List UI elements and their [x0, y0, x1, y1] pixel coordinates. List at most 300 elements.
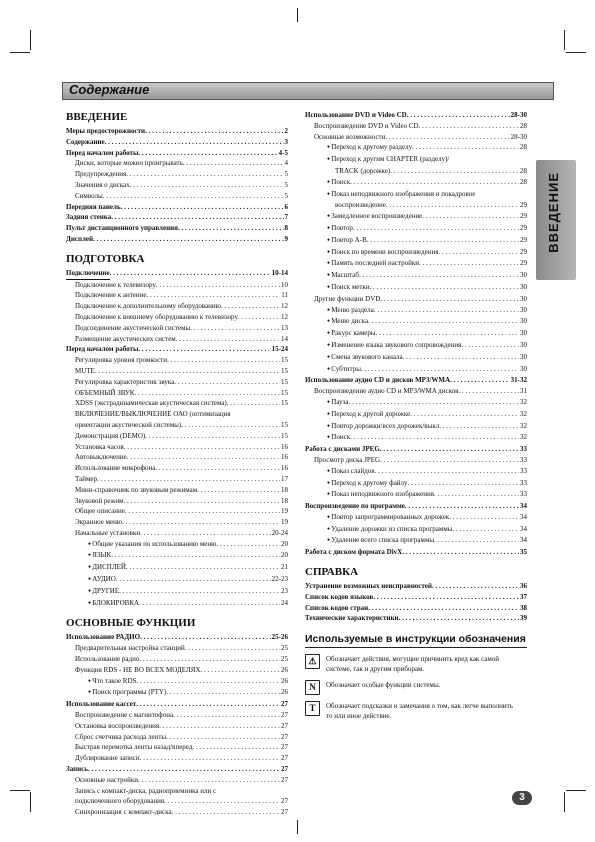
toc-entry: [305, 294, 527, 305]
toc-entry: [66, 574, 288, 586]
toc-leader-dots: [385, 132, 509, 143]
toc-leader-dots: [166, 732, 280, 743]
toc-entry-title: ● Субтитры: [327, 364, 361, 376]
toc-page-ref: 38: [520, 603, 527, 612]
toc-page-ref: 9: [284, 234, 288, 243]
toc-entry-title: XDSS (экстрадинамическая акустическая система): [75, 399, 227, 408]
toc-entry-title: Просмотр диска JPEG: [314, 455, 381, 464]
toc-leader-dots: [238, 312, 280, 323]
toc-leader-dots: [380, 294, 519, 305]
toc-entry: [66, 539, 288, 551]
toc-entry: [66, 550, 288, 562]
toc-page-ref: 19: [281, 518, 288, 527]
toc-page-ref: 15: [281, 431, 288, 440]
toc-entry-title: Содержание: [66, 137, 105, 146]
toc-entry: [66, 496, 288, 507]
toc-entry-title: ● Удаление дорожки из списка программы: [327, 524, 452, 536]
toc-page-ref: 32: [520, 409, 527, 418]
toc-entry: [66, 586, 288, 598]
toc-page-ref: 8: [284, 224, 288, 233]
legend-description: Обозначает подсказки и замечания о том, как легче выполнить то или иное действие.: [326, 702, 513, 721]
toc-leader-dots: [140, 632, 271, 643]
toc-entry-title: Предупреждения: [75, 170, 127, 179]
toc-leader-dots: [402, 547, 519, 558]
toc-leader-dots: [139, 598, 280, 610]
toc-entry-title: Демонстрация (DEMO): [75, 431, 146, 440]
toc-entry-title: ● Показ слайдов: [327, 466, 375, 478]
toc-entry: [66, 202, 288, 213]
toc-entry: [305, 478, 527, 490]
toc-page-ref: 30: [520, 329, 527, 338]
toc-entry: [305, 154, 527, 166]
toc-entry-title: ● Переход к другому файлу: [327, 478, 408, 490]
toc-entry-title: Использование аудио CD и дисков MP3/WMA: [305, 376, 451, 385]
toc-entry: [305, 305, 527, 317]
toc-entry: [305, 121, 527, 132]
toc-entry-title: ● Поиск по времени воспроизведения: [327, 247, 438, 259]
toc-left-column: [66, 110, 288, 818]
toc-page-ref: 30: [520, 282, 527, 291]
toc-entry: [305, 547, 527, 558]
toc-entry: [66, 334, 288, 345]
toc-entry-title: Символы: [75, 191, 103, 200]
toc-page-ref: 20-24: [271, 528, 288, 537]
toc-entry-title: Таймер: [75, 474, 97, 483]
legend-description: Обозначает действия, могущие причинить вред как самой системе, так и другим приборам.: [326, 655, 500, 674]
crop-mark: [566, 790, 586, 791]
toc-entry: [305, 340, 527, 352]
toc-leader-dots: [450, 375, 510, 386]
toc-leader-dots: [350, 432, 519, 444]
toc-entry-title: Воспроизведение с магнитофона: [75, 711, 174, 720]
toc-entry: [66, 344, 288, 355]
toc-leader-dots: [127, 452, 280, 463]
toc-entry-title: Использование микрофона: [75, 464, 156, 473]
toc-entry: [66, 775, 288, 786]
toc-leader-dots: [174, 377, 280, 388]
toc-entry-title: Меры предосторожности: [66, 127, 146, 135]
toc-entry-title: ● Переход к другим CHAPTER (разделу)/: [327, 154, 449, 166]
toc-page-ref: 12: [281, 312, 288, 321]
toc-entry: [305, 110, 527, 121]
toc-entry-title: Подсоединение акустической системы: [75, 323, 191, 332]
toc-page-ref: 29: [520, 247, 527, 256]
toc-leader-dots: [361, 364, 519, 376]
toc-leader-dots: [412, 142, 519, 154]
toc-entry: [305, 455, 527, 466]
toc-leader-dots: [438, 247, 519, 259]
toc-leader-dots: [136, 699, 280, 710]
toc-page-ref: 15: [281, 377, 288, 386]
toc-leader-dots: [386, 200, 519, 211]
toc-entry-title: Предварительная настройка станций: [75, 644, 185, 653]
toc-leader-dots: [167, 355, 280, 366]
toc-leader-dots: [119, 586, 280, 598]
toc-page-ref: 5: [284, 170, 288, 179]
toc-entry: [305, 375, 527, 386]
toc-entry-title: Быстрая перемотка ленты назад/вперед: [75, 743, 193, 752]
section-heading: СПРАВКА: [305, 566, 359, 579]
toc-entry: [66, 301, 288, 312]
crop-mark: [30, 792, 31, 812]
toc-entry: [305, 512, 527, 524]
toc-leader-dots: [216, 539, 280, 551]
toc-leader-dots: [156, 280, 280, 291]
toc-leader-dots: [367, 235, 519, 247]
toc-page-ref: 2: [284, 127, 288, 135]
toc-entry-title: ● ДИСПЛЕЙ: [88, 562, 126, 574]
toc-entry: [305, 142, 527, 154]
toc-page-ref: 30: [520, 271, 527, 280]
toc-entry-title: ● Ракурс камеры: [327, 328, 376, 340]
toc-entry-title: ● Меню диска: [327, 316, 368, 328]
toc-leader-dots: [373, 592, 519, 603]
toc-entry: [66, 398, 288, 409]
toc-page-ref: 32: [520, 421, 527, 430]
toc-leader-dots: [405, 501, 519, 512]
toc-page-ref: 16: [281, 442, 288, 451]
toc-page-ref: 29: [520, 259, 527, 268]
toc-leader-dots: [159, 721, 280, 732]
toc-entry: [305, 132, 527, 143]
toc-entry-title: Список кодов языков: [305, 592, 374, 601]
toc-entry-title: ● Переход к другому разделу: [327, 142, 412, 154]
toc-page-ref: 15: [281, 388, 288, 397]
toc-page-ref: 30: [520, 340, 527, 349]
toc-entry: [305, 409, 527, 421]
toc-page-ref: 18: [281, 496, 288, 505]
toc-entry-title: Воспроизведение DVD и Video CD: [314, 121, 419, 130]
toc-entry-title: Передняя панель: [66, 202, 121, 211]
toc-page-ref: 28: [520, 143, 527, 152]
toc-leader-dots: [183, 158, 284, 169]
page-title: Содержание: [69, 82, 150, 97]
toc-leader-dots: [458, 386, 519, 397]
toc-leader-dots: [124, 496, 281, 507]
toc-entry-title: Использование РАДИО: [66, 633, 141, 642]
toc-entry: [66, 290, 288, 301]
toc-right-column: [305, 110, 527, 727]
toc-leader-dots: [164, 796, 280, 807]
toc-entry: [66, 148, 288, 159]
toc-entry-title: ● Удаление всего списка программы: [327, 535, 434, 547]
toc-page-ref: 31: [520, 387, 527, 396]
toc-entry-title: Автовыключение: [75, 453, 127, 462]
toc-entry: [66, 710, 288, 721]
toc-entry: [66, 212, 288, 223]
side-tab-label: ВВЕДЕНИЕ: [546, 172, 561, 253]
toc-entry-title: Дублирование записи: [75, 754, 140, 763]
toc-entry: [66, 699, 288, 710]
toc-entry: [305, 200, 527, 211]
legend-item: [305, 654, 527, 674]
toc-entry: [66, 753, 288, 764]
toc-page-ref: 30: [520, 364, 527, 373]
toc-page-ref: 33: [520, 478, 527, 487]
toc-entry: [66, 687, 288, 699]
toc-leader-dots: [121, 202, 284, 213]
toc-entry: [66, 807, 288, 818]
legend-title: Используемые в инструкции обозначения: [305, 633, 526, 646]
toc-page-ref: 7: [284, 213, 288, 222]
toc-entry-title: Запись с компакт-диска, радиоприемника или с: [75, 786, 217, 795]
toc-leader-dots: [399, 613, 519, 624]
toc-leader-dots: [176, 334, 280, 345]
toc-page-ref: 28-30: [510, 132, 527, 141]
toc-page-ref: 36: [520, 582, 527, 591]
toc-page-ref: 22-23: [271, 575, 288, 584]
toc-leader-dots: [166, 687, 280, 699]
toc-entry-title: Регулировка уровня громкости: [75, 356, 167, 365]
toc-entry-title: Список кодов стран: [305, 603, 369, 612]
toc-entry-title: Другие функции DVD: [314, 294, 381, 303]
toc-entry: [305, 592, 527, 603]
toc-page-ref: 15: [281, 356, 288, 365]
toc-page-ref: 13: [281, 323, 288, 332]
legend-list: [305, 654, 527, 721]
toc-page-ref: 15: [281, 399, 288, 408]
toc-entry-title: Сброс счетчика расхода ленты: [75, 732, 167, 741]
toc-entry-title: ● Пауза: [327, 397, 348, 409]
crop-mark: [10, 790, 30, 791]
toc-entry: [66, 388, 288, 399]
toc-leader-dots: [139, 654, 280, 665]
toc-entry: [305, 603, 527, 614]
note-n-icon: N: [305, 680, 320, 695]
toc-leader-dots: [227, 398, 280, 409]
toc-page-ref: 31-32: [510, 376, 527, 385]
toc-page-ref: 29: [520, 235, 527, 244]
toc-page-ref: 33: [520, 490, 527, 499]
toc-page-ref: 27: [281, 808, 288, 817]
toc-leader-dots: [422, 211, 519, 223]
toc-page-ref: 23: [281, 586, 288, 595]
toc-entry: [66, 517, 288, 528]
toc-leader-dots: [111, 212, 283, 223]
toc-entry-title: ОБЪЕМНЫЙ ЗВУК: [75, 388, 135, 397]
toc-page-ref: 4: [284, 159, 288, 168]
toc-leader-dots: [88, 764, 280, 775]
toc-page-ref: 27: [281, 732, 288, 741]
toc-entry: [66, 268, 288, 280]
toc-leader-dots: [408, 478, 519, 490]
toc-page-ref: 34: [520, 502, 527, 511]
toc-leader-dots: [419, 121, 519, 132]
toc-leader-dots: [130, 180, 284, 191]
toc-leader-dots: [155, 463, 280, 474]
toc-entry: [66, 223, 288, 234]
toc-leader-dots: [97, 474, 280, 485]
toc-entry-title: Размещение акустических систем: [75, 334, 176, 343]
toc-entry: [66, 764, 288, 775]
toc-entry: [305, 223, 527, 235]
toc-entry-title: ● Показ неподвижного изображения: [327, 489, 434, 501]
crop-mark: [564, 30, 565, 50]
toc-page-ref: 24: [281, 598, 288, 607]
toc-entry: [66, 654, 288, 665]
toc-leader-dots: [419, 258, 519, 270]
toc-entry: [305, 328, 527, 340]
toc-leader-dots: [376, 328, 519, 340]
toc-entry-title: Использование кассет: [66, 700, 137, 709]
legend-item: [305, 680, 527, 695]
toc-page-ref: 16: [281, 453, 288, 462]
toc-page-ref: 37: [520, 592, 527, 601]
toc-entry-title: ● Общие указания по использованию меню: [88, 539, 216, 551]
toc-leader-dots: [348, 397, 519, 409]
toc-entry-title: ● Замедленное воспроизведение: [327, 211, 422, 223]
toc-entry-title: Перед началом работы: [66, 148, 139, 157]
toc-leader-dots: [140, 753, 280, 764]
toc-leader-dots: [368, 603, 519, 614]
toc-page-ref: 25-26: [271, 633, 288, 642]
toc-leader-dots: [380, 444, 519, 455]
toc-entry-title: Пульт дистанционного управления: [66, 224, 178, 233]
toc-leader-dots: [200, 665, 280, 676]
legend-item: [305, 701, 527, 721]
toc-leader-dots: [380, 455, 519, 466]
toc-page-ref: 27: [281, 721, 288, 730]
toc-entry-title: Подключение: [66, 268, 110, 280]
toc-entry: [66, 721, 288, 732]
toc-entry: [305, 421, 527, 433]
toc-page-ref: 15-24: [271, 345, 288, 354]
toc-entry-title: Работа с дисками JPEG: [305, 445, 380, 454]
toc-entry-title: ● Поиск метки: [327, 282, 370, 294]
toc-entry: [66, 665, 288, 676]
toc-leader-dots: [93, 234, 283, 245]
section-heading: ОСНОВНЫЕ ФУНКЦИИ: [66, 617, 196, 630]
toc-page-ref: 20: [281, 551, 288, 560]
toc-entry-title: Экранное меню: [75, 518, 123, 527]
toc-page-ref: 33: [520, 466, 527, 475]
toc-entry-title: ● Повтор A-B: [327, 235, 367, 247]
toc-entry: [305, 247, 527, 259]
toc-leader-dots: [125, 506, 280, 517]
toc-entry: [66, 485, 288, 496]
toc-leader-dots: [111, 550, 280, 562]
toc-entry: [66, 506, 288, 517]
toc-page-ref: 30: [520, 317, 527, 326]
legend-divider: [305, 647, 527, 648]
toc-entry-title: подключенного оборудования: [75, 797, 165, 806]
toc-entry-title: ● Смена звукового канала: [327, 352, 403, 364]
toc-page-ref: 32: [520, 433, 527, 442]
toc-leader-dots: [439, 421, 519, 433]
section-heading: ВВЕДЕНИЕ: [66, 111, 128, 123]
toc-leader-dots: [173, 710, 280, 721]
toc-entry: [305, 211, 527, 223]
toc-page-ref: 15: [281, 420, 288, 429]
toc-leader-dots: [350, 177, 519, 189]
toc-entry-title: TRACK (дорожке): [335, 166, 391, 175]
toc-entry: [66, 280, 288, 291]
toc-entry-title: Диски, которые можно проигрывать: [75, 159, 183, 168]
toc-page-ref: 10-14: [271, 268, 288, 277]
toc-entry: [66, 169, 288, 180]
toc-page-ref: 10: [281, 280, 288, 289]
toc-entry: [66, 598, 288, 610]
toc-entry-title: ● Меню раздела: [327, 305, 374, 317]
toc-entry-title: ● Показ неподвижного изображения и покадровое: [327, 189, 475, 201]
toc-page-ref: 17: [281, 474, 288, 483]
toc-leader-dots: [403, 352, 519, 364]
toc-entry-title: Основные возможности: [314, 132, 386, 141]
toc-leader-dots: [145, 431, 280, 442]
toc-leader-dots: [192, 742, 280, 753]
toc-page-ref: 27: [281, 700, 288, 709]
toc-page-ref: 12: [281, 302, 288, 311]
toc-entry: [305, 166, 527, 177]
toc-leader-dots: [105, 137, 284, 148]
toc-page-ref: 26: [281, 665, 288, 674]
toc-page-ref: 25: [281, 644, 288, 653]
toc-leader-dots: [126, 169, 283, 180]
toc-page-ref: 27: [281, 743, 288, 752]
toc-page-ref: 39: [520, 614, 527, 623]
toc-entry-title: Подключение к антенне: [75, 291, 147, 300]
page-title-bar: [62, 82, 554, 100]
toc-leader-dots: [126, 562, 280, 574]
toc-entry-title: ● Изменение языка звукового сопровождения: [327, 340, 461, 352]
toc-leader-dots: [178, 223, 284, 234]
toc-page-ref: 26: [281, 688, 288, 697]
toc-leader-dots: [390, 166, 519, 177]
toc-entry: [305, 386, 527, 397]
toc-page-ref: 26: [281, 676, 288, 685]
toc-entry-title: ● Поиск: [327, 432, 350, 444]
toc-entry: [66, 366, 288, 377]
toc-page-ref: 30: [520, 305, 527, 314]
toc-entry-title: Воспроизведение по программе: [305, 502, 405, 511]
toc-leader-dots: [197, 485, 280, 496]
toc-entry: [66, 474, 288, 485]
toc-leader-dots: [359, 270, 519, 282]
toc-page-ref: 3: [284, 137, 288, 146]
toc-page-ref: 19: [281, 507, 288, 516]
toc-page-ref: 16: [281, 464, 288, 473]
toc-entry: [305, 189, 527, 201]
toc-entry: [66, 786, 288, 797]
toc-entry-title: ● Масштаб: [327, 270, 359, 282]
toc-entry-title: Начальные установки: [75, 528, 141, 537]
toc-leader-dots: [432, 581, 519, 592]
toc-leader-dots: [122, 517, 280, 528]
toc-entry-title: Воспроизведение аудио CD и MP3/WMA дисков: [314, 387, 459, 396]
toc-leader-dots: [145, 126, 283, 137]
legend-description: Обозначает особые функции системы.: [326, 681, 441, 690]
toc-leader-dots: [375, 466, 519, 478]
toc-entry: [305, 581, 527, 592]
section-heading: ПОДГОТОВКА: [66, 252, 145, 265]
toc-leader-dots: [374, 305, 519, 317]
toc-leader-dots: [368, 316, 519, 328]
toc-page-ref: 14: [281, 334, 288, 343]
toc-entry-title: Синхронизация с компакт-диска: [75, 808, 172, 817]
toc-entry-title: Значения о дисках: [75, 180, 130, 189]
toc-entry-title: Подключение к дополнительному оборудованию: [75, 302, 221, 311]
toc-entry-title: Устранение возможных неисправностей: [305, 582, 432, 591]
toc-entry: [305, 489, 527, 501]
toc-entry-title: Функция RDS - НЕ ВО ВСЕХ МОДЕЛЯХ: [75, 665, 201, 674]
toc-entry: [305, 270, 527, 282]
toc-entry-title: воспроизведение: [335, 201, 386, 210]
toc-entry-title: Работа с диском формата DivX: [305, 548, 403, 557]
toc-page-ref: 34: [520, 512, 527, 521]
toc-entry: [66, 463, 288, 474]
toc-leader-dots: [410, 409, 519, 421]
toc-page-ref: 6: [284, 202, 288, 211]
